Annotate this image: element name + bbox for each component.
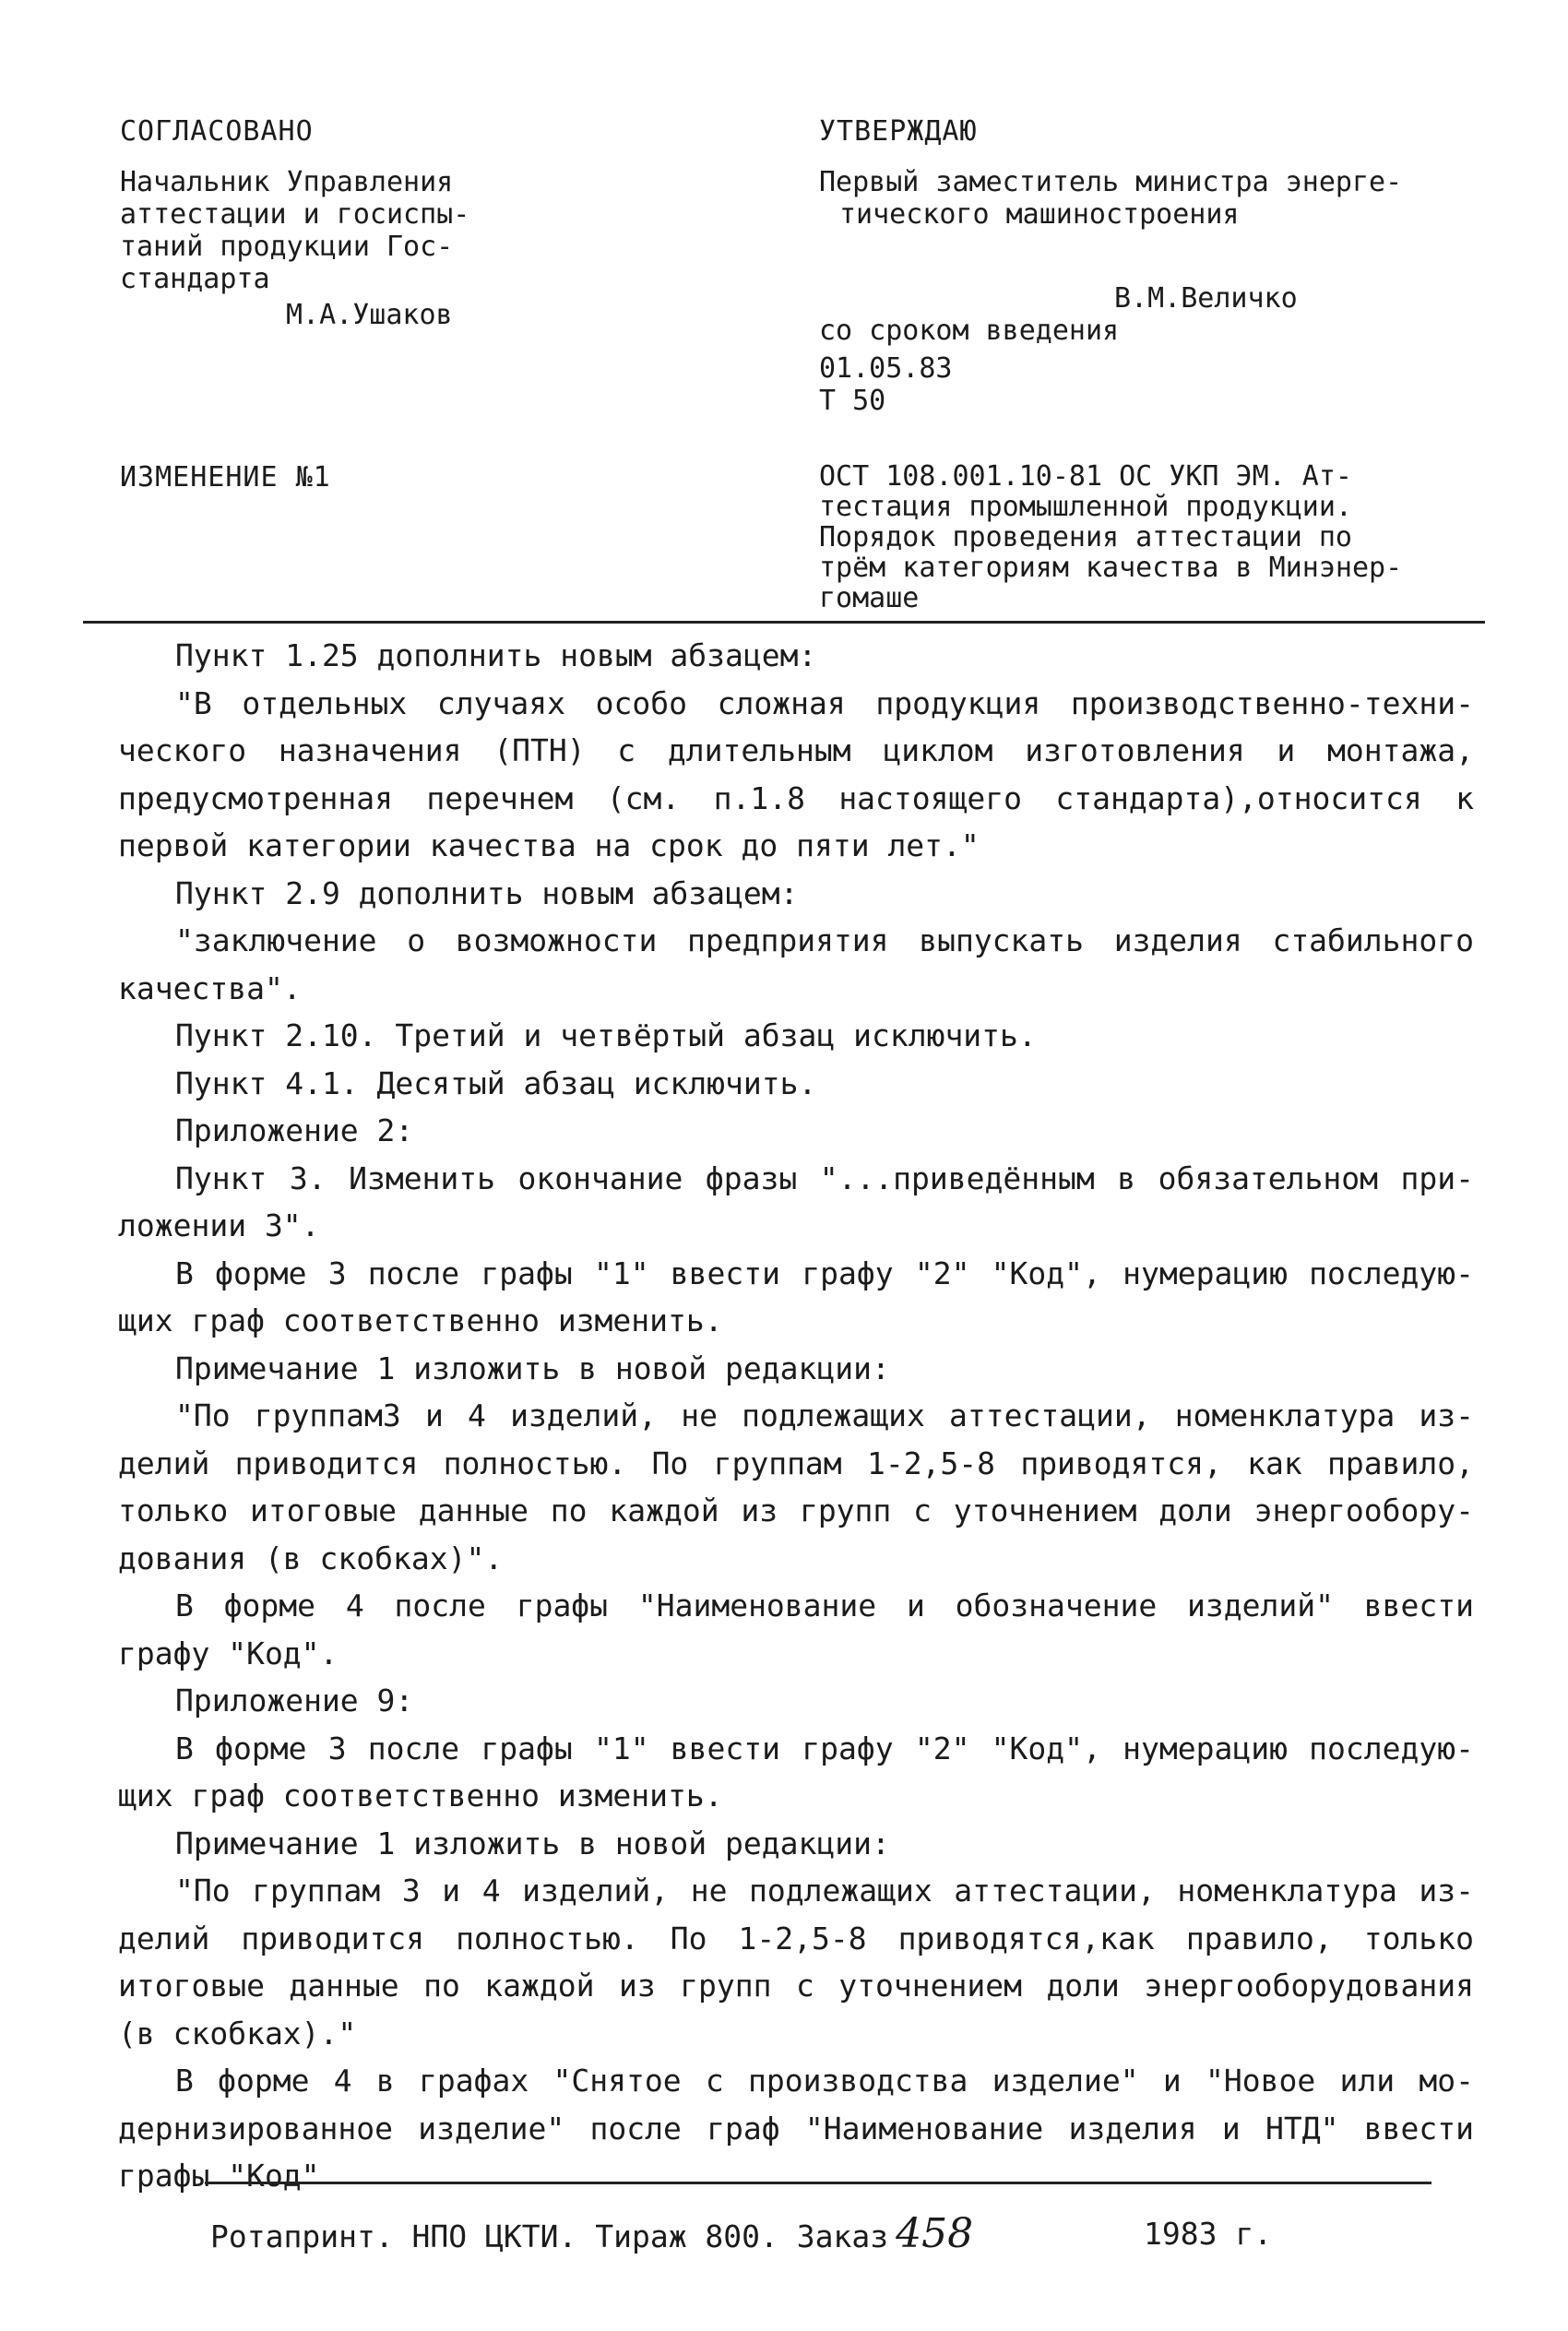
body-paragraph: "По группам3 и 4 изделий, не подлежащих аттестации, номенклатура из-делий приводится полностью. По группам 1-2,5-8 приводятся, как правило, только итоговые данные по каждой из групп с уточнением доли энергообору-дования (в скобках)".: [118, 1397, 1474, 1576]
header-divider: [83, 621, 1485, 624]
agreed-signer: М.А.Ушаков: [286, 299, 453, 331]
footer-divider: [205, 2182, 1431, 2184]
approved-block: [819, 115, 1483, 417]
approved-signer: В.М.Величко: [1114, 282, 1298, 315]
agreed-position-line: аттестации и госиспы-: [120, 198, 470, 231]
body-paragraph: "По группам 3 и 4 изделий, не подлежащих аттестации, номенклатура из-делий приводится полностью. По 1-2,5-8 приводятся,как правило, только итоговые данные по каждой из групп с уточнением доли энергооборудования (в скобках).": [118, 1873, 1474, 2052]
body-paragraph: Примечание 1 изложить в новой редакции:: [175, 1825, 890, 1861]
body-paragraph: В форме 4 в графах "Снятое с производства изделие" и "Новое или мо-дернизированное изделие" после граф "Наименование изделия и НТД" ввести графы "Код": [118, 2063, 1474, 2194]
amendment-label: ИЗМЕНЕНИЕ №1: [120, 461, 331, 494]
standard-title-line: гомаше: [819, 582, 920, 614]
print-year: 1983 г.: [1144, 2216, 1273, 2252]
agreed-position-line: стандарта: [120, 263, 270, 295]
classification-code: Т 50: [819, 385, 886, 417]
standard-title-line: трём категориям качества в Минэнер-: [819, 552, 1403, 584]
body-paragraph: Пункт 1.25 дополнить новым абзацем:: [175, 637, 817, 673]
approved-heading: УТВЕРЖДАЮ: [819, 115, 978, 148]
approved-position: [819, 166, 1483, 231]
body-paragraph: Приложение 9:: [175, 1683, 414, 1719]
agreed-position: [120, 166, 636, 295]
order-number: 458: [896, 2210, 974, 2257]
body-paragraph: В форме 4 после графы "Наименование и обозначение изделий" ввести графу "Код".: [118, 1588, 1474, 1671]
imprint-text: Ротапринт. НПО ЦКТИ. Тираж 800. Заказ: [210, 2218, 889, 2254]
agreed-block: [120, 115, 636, 331]
agreed-position-line: Начальник Управления: [120, 166, 454, 198]
agreed-position-line: таний продукции Гос-: [120, 231, 454, 263]
body-paragraph: В форме 3 после графы "1" ввести графу "2" "Код", нумерацию последую-щих граф соответственно изменить.: [118, 1730, 1474, 1814]
effective-date: 01.05.83: [819, 352, 953, 385]
body-paragraph: Приложение 2:: [175, 1112, 414, 1148]
body-paragraph: Пункт 4.1. Десятый абзац исключить.: [175, 1064, 817, 1101]
body-paragraph: Пункт 3. Изменить окончание фразы "...приведённым в обязательном при-ложении 3".: [118, 1160, 1474, 1243]
body-paragraph: Примечание 1 изложить в новой редакции:: [175, 1350, 890, 1386]
body-paragraph: "заключение о возможности предприятия выпускать изделия стабильного качества".: [118, 922, 1474, 1006]
body-paragraph: В форме 3 после графы "1" ввести графу "2" "Код", нумерацию последую-щих граф соответственно изменить.: [118, 1255, 1474, 1338]
effective-label: со сроком введения: [819, 315, 1120, 347]
body-paragraph: Пункт 2.10. Третий и четвёртый абзац исключить.: [175, 1017, 1037, 1053]
standard-title-line: Порядок проведения аттестации по: [819, 521, 1352, 553]
approved-position-line: тического машиностроения: [839, 198, 1240, 231]
approved-position-line: Первый заместитель министра энерге-: [819, 166, 1403, 198]
standard-title-line: тестация промышленной продукции.: [819, 491, 1352, 523]
standard-title-line: ОСТ 108.001.10-81 ОС УКП ЭМ. Ат-: [819, 460, 1352, 493]
amendment-body: [118, 632, 1474, 2200]
body-paragraph: Пункт 2.9 дополнить новым абзацем:: [175, 874, 799, 911]
body-paragraph: "В отдельных случаях особо сложная продукция производственно-техни-ческого назначения (ПТН) с длительным циклом изготовления и монтажа, предусмотренная перечнем (см. п.1.8 настоящего стандарта),относится к первой категории качества на срок до пяти лет.": [118, 684, 1474, 863]
print-imprint: [210, 2210, 1465, 2257]
agreed-heading: СОГЛАСОВАНО: [120, 115, 314, 148]
standard-title: [819, 461, 1483, 613]
